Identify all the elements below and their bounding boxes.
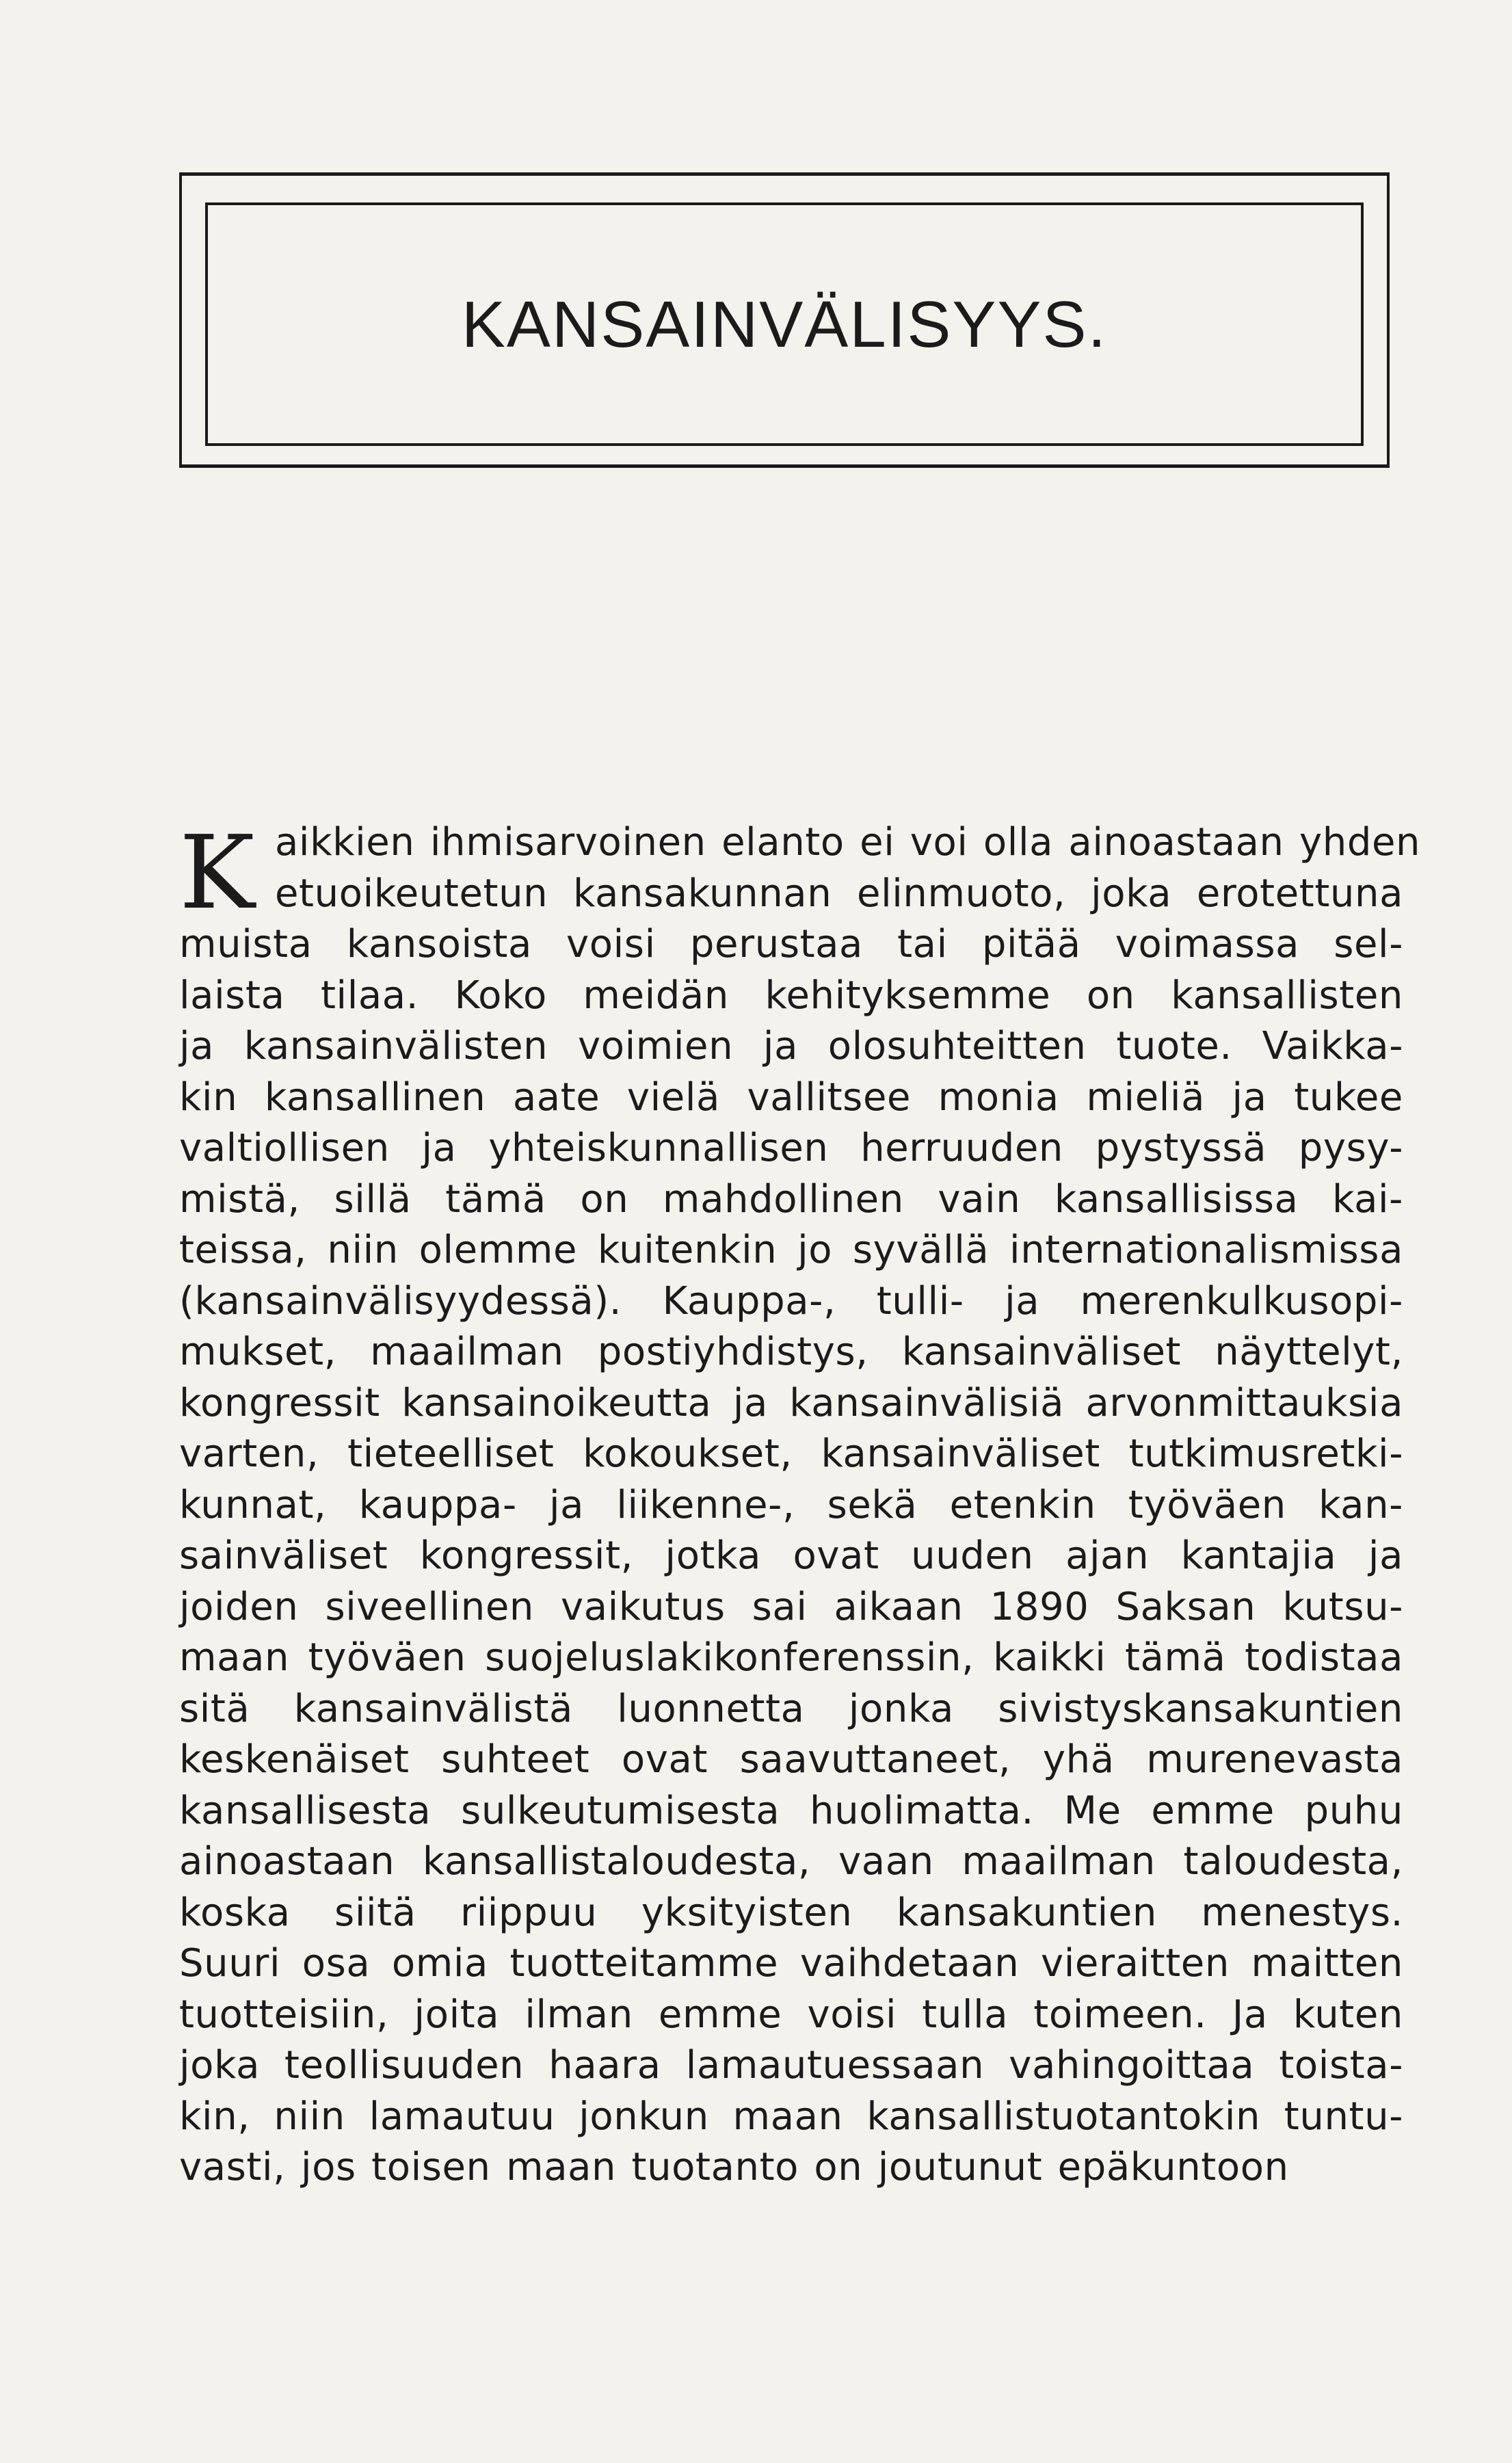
text-line: joka teollisuuden haara lamautuessaan vahingoittaa toista- <box>179 2043 1403 2087</box>
text-line: (kansainvälisyydessä). Kauppa-, tulli- ja merenkulkusopi- <box>179 1278 1403 1323</box>
text-line: tuotteisiin, joita ilman emme voisi tulla toimeen. Ja kuten <box>179 1992 1403 2037</box>
text-line: kunnat, kauppa- ja liikenne-, sekä etenkin työväen kan- <box>179 1482 1403 1527</box>
text-line: aikkien ihmisarvoinen elanto ei voi olla ainoastaan yhden <box>275 820 1421 865</box>
text-line: mukset, maailman postiyhdistys, kansainväliset näyttelyt, <box>179 1330 1403 1374</box>
text-line: ja kansainvälisten voimien ja olosuhteitten tuote. Vaikka- <box>179 1024 1403 1068</box>
text-line: mistä, sillä tämä on mahdollinen vain kansallisissa kai- <box>179 1176 1403 1222</box>
chapter-title: KANSAINVÄLISYYS. <box>461 288 1108 361</box>
text-line: kin kansallinen aate vielä vallitsee monia mieliä ja tukee <box>179 1075 1403 1120</box>
text-line: sitä kansainvälistä luonnetta jonka sivistyskansakuntien <box>179 1686 1403 1731</box>
text-line: valtiollisen ja yhteiskunnallisen herruuden pystyssä pysy- <box>179 1126 1403 1170</box>
text-line: Suuri osa omia tuotteitamme vaihdetaan vieraitten maitten <box>179 1941 1403 1986</box>
text-line: koska siitä riippuu yksityisten kansakuntien menestys. <box>179 1890 1403 1935</box>
text-line: muista kansoista voisi perustaa tai pitää voimassa sel- <box>179 922 1403 966</box>
text-line: etuoikeutetun kansakunnan elinmuoto, joka erotettuna <box>275 871 1403 916</box>
text-line: varten, tieteelliset kokoukset, kansainväliset tutkimusretki- <box>179 1432 1403 1476</box>
body-text <box>179 814 1421 2194</box>
text-line: kansallisesta sulkeutumisesta huolimatta. Me emme puhu <box>179 1788 1403 1833</box>
text-line: laista tilaa. Koko meidän kehityksemme on kansallisten <box>179 973 1403 1018</box>
text-line: keskenäiset suhteet ovat saavuttaneet, yhä murenevasta <box>179 1737 1403 1782</box>
text-line: maan työväen suojeluslakikonferenssin, kaikki tämä todistaa <box>179 1635 1403 1680</box>
text-line: kin, niin lamautuu jonkun maan kansallistuotantokin tuntu- <box>179 2094 1403 2139</box>
text-line: ainoastaan kansallistaloudesta, vaan maailman taloudesta, <box>179 1839 1403 1884</box>
text-line: joiden siveellinen vaikutus sai aikaan 1890 Saksan kutsu- <box>179 1584 1403 1629</box>
drop-cap: K <box>179 814 255 932</box>
text-line: kongressit kansainoikeutta ja kansainvälisiä arvonmittauksia <box>179 1380 1403 1425</box>
text-line: sainväliset kongressit, jotka ovat uuden ajan kantajia ja <box>179 1533 1403 1578</box>
text-line: vasti, jos toisen maan tuotanto on joutunut epäkuntoon <box>179 2145 1289 2189</box>
text-line: teissa, niin olemme kuitenkin jo syvällä internationalismissa <box>179 1228 1403 1272</box>
